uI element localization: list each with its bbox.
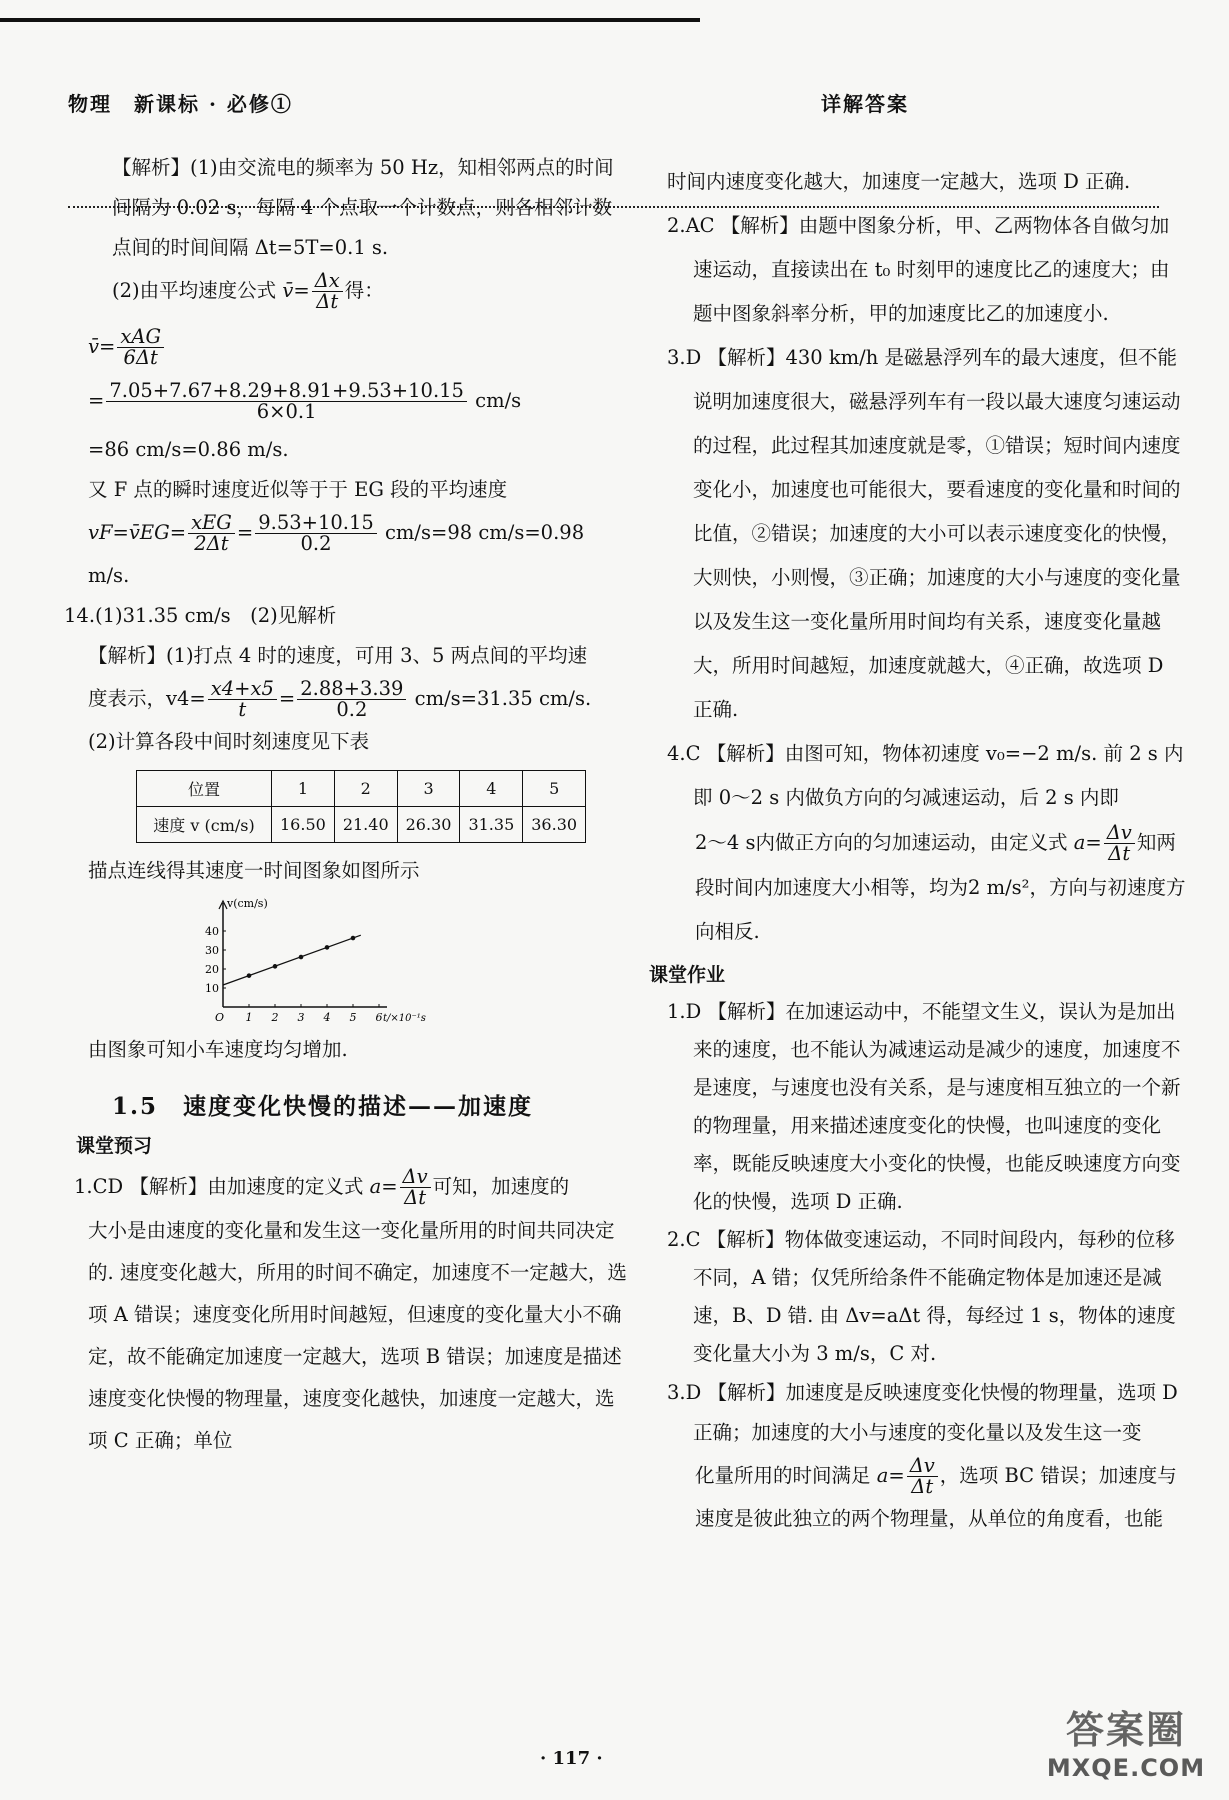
left-column — [64, 148, 628, 1462]
graph-caption: 描点连线得其速度一时间图象如图所示 — [88, 859, 420, 882]
x-tick-label: 6 — [375, 1011, 383, 1024]
page-number: · 117 · — [540, 1748, 603, 1769]
subsection-homework: 课堂作业 — [649, 964, 726, 986]
preview-4b: 2～4 s内做正方向的匀加速运动，由定义式 a= $\frac{\Delta v}{\Delta t}$ 知两 — [695, 820, 1176, 865]
origin-label: O — [215, 1011, 225, 1024]
watermark-url: MXQE.COM — [1046, 1754, 1206, 1782]
homework-3b: 化量所用的时间满足 a= $\frac{\Delta v}{\Delta t}$ ，选项 BC 错误；加速度与 — [695, 1453, 1177, 1498]
analysis-14-2: (2)计算各段中间时刻速度见下表 — [88, 730, 370, 753]
section-title: 1.5 速度变化快慢的描述——加速度 — [112, 1093, 534, 1120]
question-14: 14.(1)31.35 cm/s (2)见解析 — [64, 604, 337, 627]
y-tick-label: 40 — [205, 925, 219, 938]
homework-3a: 3.D 【解析】加速度是反映速度变化快慢的物理量，选项 D 正确；加速度的大小与速度的变化量以及发生这一变 — [667, 1381, 1178, 1444]
table-row: 速度 v (cm/s) 16.50 21.40 26.30 31.35 36.30 — [137, 807, 586, 843]
y-tick-label: 20 — [205, 963, 219, 976]
right-column — [649, 160, 1187, 1539]
x-tick-label: 1 — [245, 1011, 253, 1024]
top-bar — [0, 18, 700, 22]
preview-3: 3.D 【解析】430 km/h 是磁悬浮列车的最大速度，但不能说明加速度很大，磁悬浮列车有一段以最大速度匀速运动的过程，此过程其加速度就是零，①错误；短时间内速度变化小，加速度也可能很大，要看速度的变化量和时间的比值，②错误；加速度的大小可以表示速度变化的快慢，大则快，小则慢，③正确；加速度的大小与速度的变化量以及发生这一变化量所用时间均有关系，速度变化量越大，所用时间越短，加速度就越大，④正确，故选项 D 正确. — [667, 346, 1181, 721]
preview-1: 1.CD 【解析】由加速度的定义式 a= $\frac{\Delta v}{\Delta t}$ 可知，加速度的 — [74, 1164, 570, 1209]
data-point — [273, 964, 278, 969]
y-tick-label: 30 — [205, 944, 219, 957]
header-subject: 物理 新课标 · 必修① — [68, 92, 293, 116]
preview-4a: 4.C 【解析】由图可知，物体初速度 v₀=−2 m/s. 前 2 s 内即 0～2 s 内做负方向的匀减速运动，后 2 s 内即 — [667, 742, 1184, 809]
analysis-13-2: (2)由平均速度公式 v̄= $\frac{\Delta x}{\Delta t}$ 得： — [112, 268, 384, 313]
homework-2: 2.C 【解析】物体做变速运动，不同时间段内，每秒的位移不同，A 错；仅凭所给条件不能确定物体是加速还是减速，B、D 错. 由 Δv=aΔt 得，每经过 1 s，物体的速度变化量大小为 3 m/s，C 对. — [667, 1228, 1176, 1365]
data-point — [325, 945, 330, 950]
x-tick-label: 2 — [271, 1011, 279, 1024]
velocity-table — [136, 770, 586, 843]
fraction: $\frac{\Delta x}{\Delta t}$ — [312, 271, 343, 313]
watermark-logo — [1041, 1699, 1211, 1782]
fit-line — [223, 935, 361, 985]
preview-1-end: 时间内速度变化越大，加速度一定越大，选项 D 正确. — [667, 170, 1131, 193]
header-answers: 详解答案 — [821, 92, 909, 116]
x-tick-label: 4 — [323, 1011, 331, 1024]
preview-4c: 段时间内加速度大小相等，均为2 m/s²，方向与初速度方向相反. — [695, 876, 1186, 943]
f-point-text: 又 F 点的瞬时速度近似等于于 EG 段的平均速度 — [88, 478, 508, 501]
x-tick-label: 5 — [349, 1011, 357, 1024]
table-row: 位置 1 2 3 4 5 — [137, 771, 586, 807]
preview-2: 2.AC 【解析】由题中图象分析，甲、乙两物体各自做匀加速运动，直接读出在 t₀ 时刻甲的速度比乙的速度大；由题中图象斜率分析，甲的加速度比乙的加速度小. — [667, 214, 1170, 325]
homework-3c: 速度是彼此独立的两个物理量，从单位的角度看，也能 — [695, 1507, 1164, 1530]
equation-vf: vF=v̄EG= $\frac{\text{xEG}}{2\Delta t}$ = $\frac{9.53+10.15}{0.2}$ cm/s=98 cm/s=0.98 — [88, 510, 585, 555]
data-point — [299, 955, 304, 960]
subsection-preview: 课堂预习 — [76, 1135, 153, 1157]
data-point — [351, 936, 356, 941]
graph-conclusion: 由图象可知小车速度均匀增加. — [88, 1038, 348, 1061]
equation-vf-unit: m/s. — [88, 564, 130, 587]
homework-1: 1.D 【解析】在加速运动中，不能望文生义，误认为是加出来的速度，也不能认为减速运动是减少的速度，加速度不是速度，与速度也没有关系，是与速度相互独立的一个新的物理量，用来描述速度变化的快慢，也叫速度的变化率，既能反映速度大小变化的快慢，也能反映速度方向变化的快慢，选项 D 正确. — [667, 1000, 1181, 1213]
equation-result: =86 cm/s=0.86 m/s. — [88, 438, 289, 461]
equation-sum: = $\frac{7.05+7.67+8.29+8.91+9.53+10.15}{6\times 0.1}$ cm/s — [88, 378, 522, 423]
equation-v4: 度表示，v4= $\frac{x4+x5}{t}$ = $\frac{2.88+3.39}{0.2}$ cm/s=31.35 cm/s. — [88, 676, 592, 721]
velocity-time-chart — [193, 895, 453, 1025]
analysis-14-1: 【解析】(1)打点 4 时的速度，可用 3、5 两点间的平均速 — [88, 644, 588, 667]
page-header — [68, 88, 1159, 120]
data-point — [247, 973, 252, 978]
y-tick-label: 10 — [205, 982, 219, 995]
preview-1-body: 大小是由速度的变化量和发生这一变化量所用的时间共同决定的. 速度变化越大，所用的时间不确定，加速度不一定越大，选项 A 错误；速度变化所用时间越短，但速度的变化量大小不确定，故不能确定加速度一定越大，选项 B 错误；加速度是描述速度变化快慢的物理量，速度变化越快，加速度一定越大，选项 C 正确；单位 — [88, 1219, 627, 1452]
equation-avg-velocity: v̄= $\frac{\text{xAG}}{6\Delta t}$ — [88, 324, 628, 370]
y-axis-label: v(cm/s) — [227, 897, 268, 910]
x-tick-label: 3 — [297, 1011, 305, 1024]
analysis-13-1: 【解析】(1)由交流电的频率为 50 Hz，知相邻两点的时间间隔为 0.02 s，每隔 4 个点取一个计数点，则各相邻计数点间的时间间隔 Δt=5T=0.1 s. — [112, 156, 614, 259]
watermark-text: 答案圈 — [1065, 1708, 1186, 1752]
x-axis-label: t/×10⁻¹s — [383, 1013, 426, 1024]
